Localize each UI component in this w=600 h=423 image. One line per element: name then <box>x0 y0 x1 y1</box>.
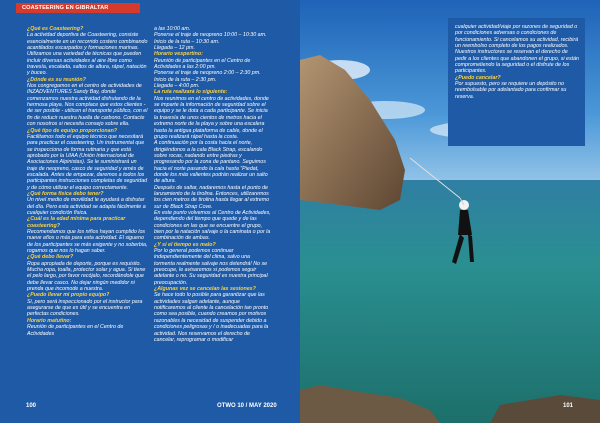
magazine-issue-label: OTWO 10 / MAY 2020 <box>217 403 277 409</box>
answer-paragraph: cualquier actividad/viaje por razones de seguridad o por condiciones adversas o condiciones de funcionamiento. Si cancelamos su actividad, recibirá un reembolso completo de los pagos realizados. <box>455 24 579 50</box>
question-heading: ¿Puedo cancelar? <box>455 74 501 81</box>
answer-paragraph: En este punto volvemos al Centro de Actividades, dependiendo del tiempo que quede y de las condiciones en las que se encuentre el grupo, bien por la natación salvaje o la caminata o por la combinación de ambas. <box>154 209 271 242</box>
answer-paragraph: Reunión de participantes en el Centro de Actividades <box>27 324 124 337</box>
answer-paragraph: Nos reunimos en el centro de actividades, donde se imparte la información de seguridad sobre el equipo y se le dota a cada participante. Se inicia la travesía de unos cientos de metros hacia el extremo norte de la playa y sobre una escalera hasta la antigua plataforma de cable, donde el grupo realizará rápel hasta la costa. <box>154 95 269 140</box>
question-heading: ¿Dónde es su reunión? <box>27 76 86 83</box>
answer-paragraph: A continuación por la costa hacia el norte, dirigiéndonos a la cala Black Strap, escalando sobre rocas, nadando entre piedras y progresando por la zona de pantano. Seguimos hacia el norte pasando la cala hasta "Piedat, donde los más valientes podrán realizar un salto de altura. <box>154 140 268 185</box>
answer-paragraph: Nos congregamos en el centro de actividades de INZADVENTURES Sandy Bay, donde comenzamos nuestra actividad disfrutando de la hermosa playa. Nos complace que estos clientes - de ser posible - utilicen el transporte público, con el fin de reducir nuestra huella de carbono. Contacte con nosotros si necesita consejo sobre ella. <box>27 83 148 128</box>
question-heading: ¿Puedo llevar mi propio equipo? <box>27 292 110 299</box>
answer-paragraph: Después de saltar, nadaremos hasta el punto de lanzamiento de la tirolina. Entonces, utilizaremos los cien metros de tirolina hasta llegar al extremo sur de Black Strap Cove. <box>154 184 270 210</box>
article-column-2 <box>154 26 272 343</box>
sea <box>300 180 600 423</box>
answer-paragraph: Por lo general podemos continuar independientemente del clima, salvo una tormenta realmente salvaje nos detendrá! No se preocupe, le avisaremos si podemos seguir adelante o no. Su seguridad es nuestra principal preocupación. <box>154 248 268 286</box>
answer-paragraph: Ponerse el traje de neopreno 2:00 – 2:30 pm. <box>154 70 261 77</box>
question-heading: Horario vespertino: <box>154 51 203 58</box>
answer-paragraph: Ponerse el traje de neopreno 10:00 – 10:30 am. <box>154 32 267 39</box>
answer-paragraph: Nuestros instructores se reservan el derecho de pedir a los clientes que abandonen el grupo, si están comprometiendo la seguridad o el disfrute de los participantes. <box>455 49 579 75</box>
answer-paragraph: Inicio de la ruta – 2:30 pm. <box>154 76 217 83</box>
question-heading: La ruta realizará lo siguiente: <box>154 89 228 96</box>
answer-paragraph: a las 10:00 am. <box>154 26 191 32</box>
answer-paragraph: Llegada – 4:00 pm. <box>154 83 200 90</box>
question-heading: ¿Qué tipo de equipo proporcionan? <box>27 127 118 134</box>
page-number-left: 100 <box>26 403 37 409</box>
article-column-3 <box>455 24 580 100</box>
answer-paragraph: Por supuesto, pero se requiere un depósito no reembolsable por adelantado para confirmar su reserva. <box>455 81 567 100</box>
question-heading: ¿Qué debo llevar? <box>27 254 74 261</box>
question-heading: ¿Qué es Coasteering? <box>27 26 84 32</box>
answer-paragraph: Reunión de participantes en el Centro de Actividades a las 2:00 pm. <box>154 57 251 71</box>
question-heading: ¿Cuál es la edad mínima para practicar coasteering? <box>27 216 126 229</box>
answer-paragraph: Recomendamos que los niños hayan cumplido los nueve años o más para esta actividad. El sigueno de los participantes se más exigente y no soberbia, rogamos que nos lo hagan saber. <box>27 229 148 255</box>
section-header-label: COASTEERING EN GIBRALTAR <box>22 5 109 11</box>
answer-paragraph: La actividad deportiva de Coasteering, consiste esencialmente en un recorrido costero combinando acantilados escarpados y formaciones marinas. Utilizamos una variedad de técnicas que pueden incluir diversas actividades al aire libre como travesía, escalada, saltos de altura, rápel, natación y buceo. <box>27 32 148 77</box>
article-column-1 <box>27 26 148 337</box>
answer-paragraph: Inicio de la ruta – 10:30 am. <box>154 38 220 45</box>
answer-paragraph: Llegada – 12 pm. <box>154 45 195 52</box>
answer-paragraph: Se hace todo lo posible para garantizar que las actividades salgan adelante, aunque notificaremos al cliente la cancelación tan pronto como sea posible, cuando creamos por motivos razonables la necesidad de suspender debido a condiciones peligrosas y / o inadecuadas para la actividad. Nos reservamos el derecho de cancelar, reprogramar o modificar <box>154 292 269 343</box>
page-number-right: 101 <box>563 403 574 409</box>
question-heading: ¿Qué forma física debo tener? <box>27 190 104 197</box>
question-heading: ¿Algunas vez se cancelan las sesiones? <box>154 286 256 293</box>
answer-paragraph: Facilitamos todo el equipo técnico que necesitará para practicar el coasteering. Un instrumental que se inspecciona de forma rutinaria y que está aprobado por la UIAA (Unión Internacional de Asociaciones Alpinistas). Se le suministrará un traje de neopreno, casco de seguridad y arnés de escalada. Antes de empezar, daremos a todos los participantes instrucciones completas de seguridad y de cómo utilizar el equipo correctamente. <box>27 133 148 191</box>
answer-paragraph: Ropa apropiada de deporte, porque es requisito. Mucha ropa, toalla, protector solar y agua. Si tiene el pelo largo, por favor recójalo, recordándole que debe llevar casco. No dejar ningún medidor ni prenda que incomode a nuestra. <box>27 260 146 293</box>
question-heading: ¿Y si el tiempo es malo? <box>154 241 216 248</box>
answer-paragraph: Un nivel medio de movilidad le ayudará a disfrutar del día. Pero esta actividad se adapta fácilmente a cualquier condición física. <box>27 197 146 216</box>
question-heading: Horario matutino: <box>27 317 72 324</box>
answer-paragraph: Si, pero será inspeccionado por el instructor para asegurarse de que es útil y se encuentra en perfectas condiciones. <box>27 298 143 318</box>
